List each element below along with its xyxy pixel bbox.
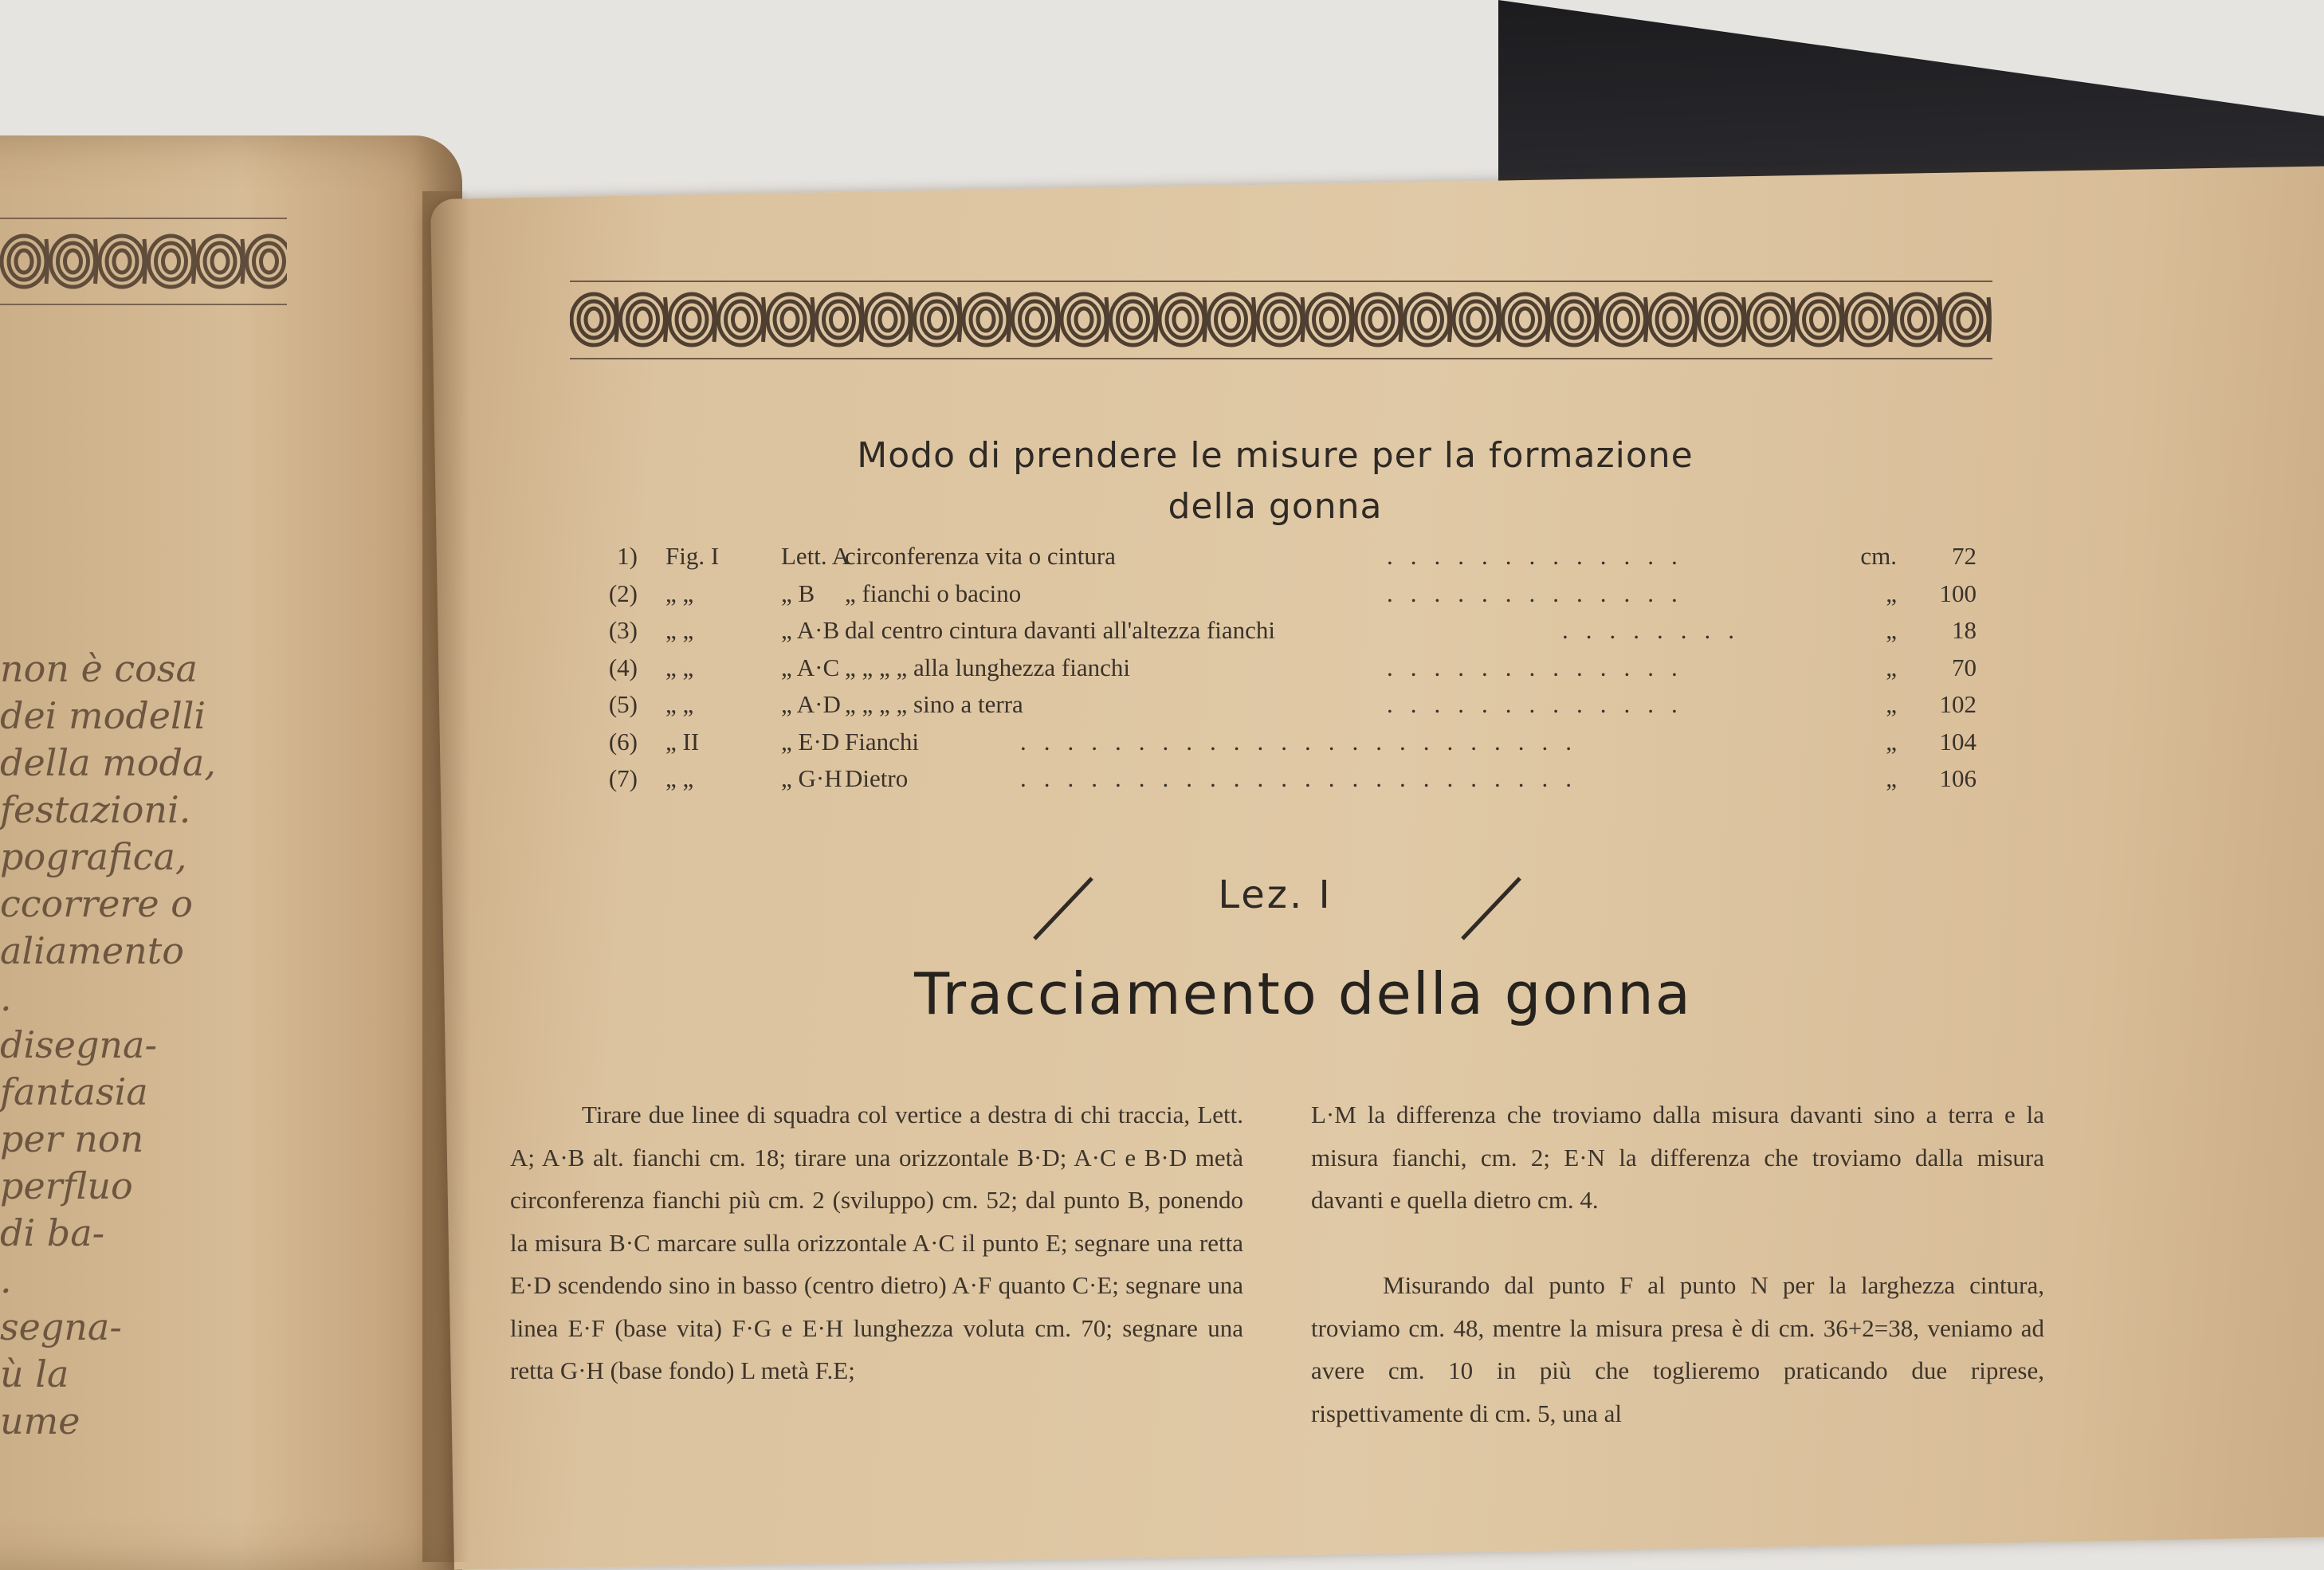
leader-dots: ............. xyxy=(1387,690,1695,718)
left-page-ornament xyxy=(0,215,287,311)
measurement-figure: „ „ xyxy=(665,690,694,718)
measurement-row xyxy=(574,690,1977,728)
measurement-row xyxy=(574,542,1977,579)
measurement-unit: „ xyxy=(1886,653,1897,681)
left-ornament-pattern xyxy=(0,215,287,311)
measurement-letter: „ A·D xyxy=(781,690,841,718)
measurement-value: 72 xyxy=(1952,542,1977,570)
left-page-text-line: non è cosa xyxy=(0,647,198,690)
measurement-letter: Lett. A xyxy=(781,542,850,570)
measurement-figure: „ II xyxy=(665,727,700,756)
leader-dots: ........................ xyxy=(1020,764,1589,792)
measurement-number: 1) xyxy=(617,542,638,570)
measurement-figure: „ „ xyxy=(665,579,694,607)
measurement-unit: „ xyxy=(1886,727,1897,756)
left-page-text-line: disegna- xyxy=(0,1023,158,1066)
measurement-row xyxy=(574,579,1977,617)
leader-dots: ........ xyxy=(1562,616,1752,644)
measurement-letter: „ E·D xyxy=(781,727,840,756)
measurement-number: (2) xyxy=(608,579,638,607)
measurement-description: Fianchi xyxy=(845,727,919,756)
page-title-line-2: della gonna xyxy=(1168,486,1383,527)
measurement-description: „ „ „ „ alla lunghezza fianchi xyxy=(845,653,1130,681)
measurement-number: (4) xyxy=(608,653,638,681)
measurement-value: 100 xyxy=(1939,579,1977,607)
left-page-text-line: . xyxy=(0,1258,12,1301)
measurement-number: (6) xyxy=(608,727,638,756)
left-page-text-line: festazioni. xyxy=(0,788,191,831)
measurement-letter: „ A·B xyxy=(781,616,840,644)
leader-dots: ........................ xyxy=(1020,727,1589,756)
measurement-letter: „ G·H xyxy=(781,764,842,792)
measurement-unit: „ xyxy=(1886,579,1897,607)
measurement-figure: „ „ xyxy=(665,616,694,644)
measurement-figure: „ „ xyxy=(665,764,694,792)
left-page-text-line: per non xyxy=(0,1117,144,1160)
measurement-value: 104 xyxy=(1939,727,1977,756)
measurement-value: 70 xyxy=(1952,653,1977,681)
measurement-number: (5) xyxy=(608,690,638,718)
measurements-table xyxy=(574,542,1977,802)
left-page-text-line: della moda, xyxy=(0,741,216,784)
left-page-text-line: aliamento xyxy=(0,929,184,972)
left-page-text-line: fantasia xyxy=(0,1070,148,1113)
right-column-paragraph-1: L·M la differenza che troviamo dalla misura davanti sino a terra e la misura fianchi, cm. 2; E·N la differenza che troviamo dalla misura davanti e quella dietro cm. 4. xyxy=(1311,1101,2044,1214)
left-page-text-line: perfluo xyxy=(0,1164,133,1207)
left-page-text xyxy=(0,646,398,1445)
measurement-row xyxy=(574,654,1977,691)
measurement-unit: „ xyxy=(1886,616,1897,644)
left-page-text-line: ù la xyxy=(0,1352,69,1395)
page-title-line-1: Modo di prendere le misure per la formazione xyxy=(857,435,1694,476)
lesson-label: Lez. I xyxy=(1218,873,1333,917)
right-column-paragraph-2: Misurando dal punto F al punto N per la larghezza cintura, troviamo cm. 48, mentre la misura presa è di cm. 36+2=38, veniamo ad avere cm. 10 in più che toglieremo praticando due riprese, rispettivamente di cm. 5, una al xyxy=(1311,1271,2044,1427)
left-page-text-line: . xyxy=(0,976,12,1019)
measurement-unit: „ xyxy=(1886,764,1897,792)
measurement-unit: „ xyxy=(1886,690,1897,718)
leader-dots: ............. xyxy=(1387,653,1695,681)
measurement-number: (3) xyxy=(608,616,638,644)
page-title xyxy=(574,430,1977,532)
right-text-column xyxy=(1311,1093,2044,1435)
book-gutter-shadow xyxy=(422,191,470,1562)
left-page-text-line: pografica, xyxy=(0,835,187,878)
measurement-value: 18 xyxy=(1952,616,1977,644)
measurement-figure: „ „ xyxy=(665,653,694,681)
measurement-description: Dietro xyxy=(845,764,909,792)
right-slash-mark xyxy=(1454,877,1526,940)
measurement-value: 106 xyxy=(1939,764,1977,792)
left-page-text-line: ume xyxy=(0,1399,80,1442)
left-book-page xyxy=(0,135,462,1570)
left-page-text-line: dei modelli xyxy=(0,694,206,737)
decorative-ornament-band xyxy=(570,281,1992,359)
measurement-row xyxy=(574,728,1977,765)
measurement-row xyxy=(574,764,1977,802)
measurement-letter: „ A·C xyxy=(781,653,840,681)
ornament-pattern xyxy=(570,282,1992,358)
left-page-text-line: di ba- xyxy=(0,1211,105,1254)
left-column-paragraph: Tirare due linee di squadra col vertice a destra di chi traccia, Lett. A; A·B alt. fianchi cm. 18; tirare una orizzontale B·D; A·C e B·D metà circonferenza fianchi più cm. 2 (sviluppo) cm. 52; dal punto B, ponendo la misura B·C marcare sulla orizzontale A·C il punto E; segnare una retta E·D scendendo sino in basso (centro dietro) A·F quanto C·E; segnare una linea E·F (base vita) F·G e E·H lunghezza voluta cm. 70; segnare una retta G·H (base fondo) L metà F.E; xyxy=(510,1101,1243,1384)
leader-dots: ............. xyxy=(1387,542,1695,570)
leader-dots: ............. xyxy=(1387,579,1695,607)
left-text-column xyxy=(510,1093,1243,1392)
measurement-description: „ fianchi o bacino xyxy=(845,579,1022,607)
measurement-row xyxy=(574,616,1977,654)
measurement-unit: cm. xyxy=(1860,542,1897,570)
left-page-text-line: ccorrere o xyxy=(0,882,193,925)
measurement-value: 102 xyxy=(1939,690,1977,718)
measurement-number: (7) xyxy=(608,764,638,792)
measurement-description: circonferenza vita o cintura xyxy=(845,542,1116,570)
measurement-figure: Fig. I xyxy=(665,542,720,570)
measurement-letter: „ B xyxy=(781,579,815,607)
measurement-description: „ „ „ „ sino a terra xyxy=(845,690,1023,718)
left-page-text-line: segna- xyxy=(0,1305,122,1348)
lesson-title: Tracciamento della gonna xyxy=(914,960,1692,1027)
measurement-description: dal centro cintura davanti all'altezza fianchi xyxy=(845,616,1276,644)
